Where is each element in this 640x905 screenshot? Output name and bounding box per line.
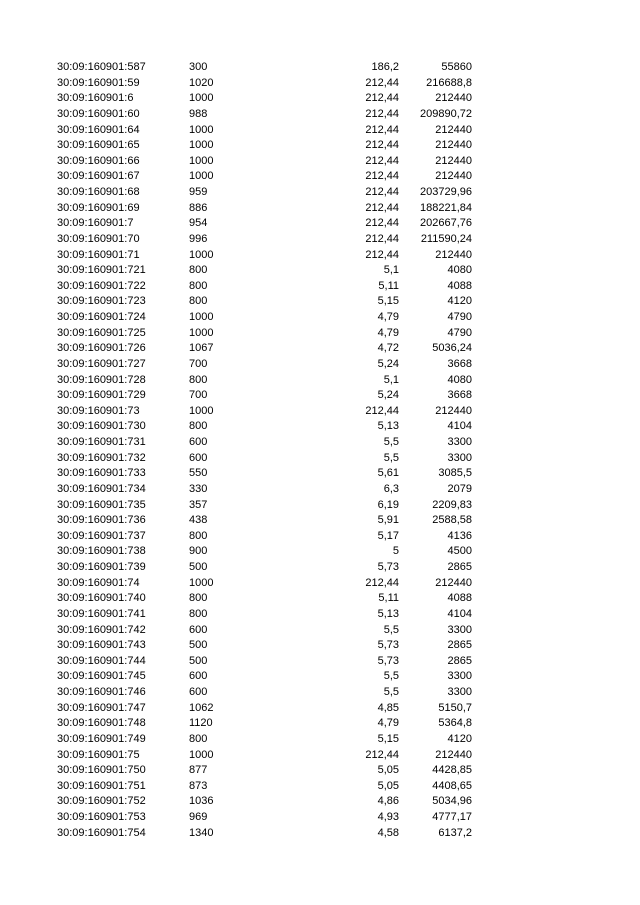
- total-cell: 55860: [441, 61, 472, 73]
- cadastral-number-cell: 30:09:160901:750: [57, 764, 146, 777]
- quantity-cell: 500: [189, 654, 208, 667]
- price-cell: 5,11: [378, 592, 399, 605]
- total-cell: 4088: [447, 592, 472, 605]
- total-cell: 2079: [447, 482, 472, 495]
- total-cell: 3300: [447, 623, 472, 636]
- table-row: [0, 341, 640, 357]
- quantity-cell: 600: [189, 451, 208, 464]
- price-cell: 5,24: [377, 389, 399, 402]
- total-cell: 212440: [435, 139, 472, 152]
- price-cell: 5,73: [377, 654, 399, 667]
- price-cell: 5,91: [377, 514, 399, 527]
- cadastral-number-cell: 30:09:160901:69: [57, 201, 140, 214]
- cadastral-number-cell: 30:09:160901:70: [57, 232, 140, 245]
- price-cell: 5,5: [383, 451, 399, 464]
- price-cell: 6,19: [377, 498, 399, 511]
- cadastral-number-cell: 30:09:160901:726: [57, 342, 146, 355]
- cadastral-number-cell: 30:09:160901:725: [57, 326, 146, 339]
- price-cell: 212,44: [365, 139, 399, 152]
- cadastral-number-cell: 30:09:160901:724: [57, 311, 146, 323]
- cadastral-number-cell: 30:09:160901:71: [57, 248, 140, 261]
- price-cell: 5,5: [383, 686, 399, 698]
- quantity-cell: 800: [189, 264, 208, 277]
- quantity-cell: 988: [189, 107, 208, 120]
- quantity-cell: 959: [189, 186, 208, 198]
- quantity-cell: 800: [189, 592, 208, 605]
- total-cell: 5036,24: [432, 342, 472, 355]
- data-table: [0, 60, 640, 841]
- price-cell: 212,44: [365, 170, 399, 183]
- total-cell: 5150,7: [438, 701, 472, 714]
- table-row: [0, 107, 640, 123]
- quantity-cell: 300: [189, 61, 208, 73]
- table-row: [0, 91, 640, 107]
- price-cell: 212,44: [365, 186, 399, 198]
- price-cell: 5,1: [383, 373, 399, 386]
- table-row: [0, 294, 640, 310]
- total-cell: 4104: [447, 607, 472, 620]
- table-row: [0, 685, 640, 701]
- total-cell: 4088: [447, 279, 472, 292]
- total-cell: 6137,2: [438, 826, 472, 839]
- table-row: [0, 623, 640, 639]
- table-row: [0, 716, 640, 732]
- table-row: [0, 513, 640, 529]
- table-row: [0, 373, 640, 389]
- quantity-cell: 1000: [189, 139, 214, 152]
- quantity-cell: 438: [189, 514, 208, 527]
- table-row: [0, 154, 640, 170]
- quantity-cell: 700: [189, 389, 208, 402]
- quantity-cell: 800: [189, 607, 208, 620]
- table-row: [0, 654, 640, 670]
- cadastral-number-cell: 30:09:160901:740: [57, 592, 146, 605]
- table-row: [0, 732, 640, 748]
- cadastral-number-cell: 30:09:160901:743: [57, 639, 146, 652]
- table-row: [0, 404, 640, 420]
- price-cell: 212,44: [365, 123, 399, 136]
- quantity-cell: 600: [189, 686, 208, 698]
- price-cell: 5,05: [377, 779, 399, 792]
- total-cell: 2865: [447, 654, 472, 667]
- quantity-cell: 800: [189, 373, 208, 386]
- cadastral-number-cell: 30:09:160901:587: [57, 61, 146, 73]
- price-cell: 212,44: [365, 217, 399, 230]
- table-row: [0, 263, 640, 279]
- price-cell: 4,85: [377, 701, 399, 714]
- total-cell: 5034,96: [432, 795, 472, 808]
- total-cell: 212440: [435, 404, 472, 417]
- price-cell: 5,5: [383, 436, 399, 448]
- price-cell: 5,24: [377, 357, 399, 370]
- cadastral-number-cell: 30:09:160901:742: [57, 623, 146, 636]
- cadastral-number-cell: 30:09:160901:753: [57, 811, 146, 823]
- table-row: [0, 826, 640, 842]
- cadastral-number-cell: 30:09:160901:64: [57, 123, 140, 136]
- total-cell: 2209,83: [432, 498, 472, 511]
- cadastral-number-cell: 30:09:160901:733: [57, 467, 146, 480]
- price-cell: 5,5: [383, 670, 399, 683]
- quantity-cell: 1020: [189, 76, 214, 89]
- total-cell: 209890,72: [420, 107, 472, 120]
- price-cell: 212,44: [365, 232, 399, 245]
- quantity-cell: 900: [189, 545, 208, 558]
- cadastral-number-cell: 30:09:160901:754: [57, 826, 146, 839]
- quantity-cell: 550: [189, 467, 208, 480]
- cadastral-number-cell: 30:09:160901:730: [57, 420, 146, 433]
- price-cell: 212,44: [365, 576, 399, 589]
- cadastral-number-cell: 30:09:160901:728: [57, 373, 146, 386]
- cadastral-number-cell: 30:09:160901:727: [57, 357, 146, 370]
- quantity-cell: 1000: [189, 576, 214, 589]
- table-row: [0, 201, 640, 217]
- total-cell: 5364,8: [438, 717, 472, 730]
- table-row: [0, 748, 640, 764]
- table-row: [0, 169, 640, 185]
- quantity-cell: 600: [189, 436, 208, 448]
- table-row: [0, 498, 640, 514]
- cadastral-number-cell: 30:09:160901:736: [57, 514, 146, 527]
- total-cell: 4790: [447, 311, 472, 323]
- cadastral-number-cell: 30:09:160901:74: [57, 576, 140, 589]
- cadastral-number-cell: 30:09:160901:723: [57, 295, 146, 308]
- total-cell: 188221,84: [420, 201, 472, 214]
- table-row: [0, 310, 640, 326]
- table-row: [0, 529, 640, 545]
- price-cell: 5,05: [377, 764, 399, 777]
- quantity-cell: 1000: [189, 326, 214, 339]
- cadastral-number-cell: 30:09:160901:68: [57, 186, 140, 198]
- cadastral-number-cell: 30:09:160901:66: [57, 154, 140, 167]
- table-row: [0, 138, 640, 154]
- price-cell: 186,2: [371, 61, 399, 73]
- table-row: [0, 248, 640, 264]
- price-cell: 4,86: [377, 795, 399, 808]
- quantity-cell: 1000: [189, 92, 214, 105]
- table-row: [0, 779, 640, 795]
- table-row: [0, 591, 640, 607]
- price-cell: 5,13: [377, 420, 399, 433]
- quantity-cell: 600: [189, 623, 208, 636]
- quantity-cell: 357: [189, 498, 208, 511]
- quantity-cell: 700: [189, 357, 208, 370]
- price-cell: 4,58: [377, 826, 399, 839]
- price-cell: 5,73: [377, 639, 399, 652]
- price-cell: 5,11: [378, 279, 399, 292]
- table-row: [0, 123, 640, 139]
- total-cell: 4080: [447, 373, 472, 386]
- cadastral-number-cell: 30:09:160901:729: [57, 389, 146, 402]
- quantity-cell: 1062: [189, 701, 214, 714]
- price-cell: 212,44: [365, 107, 399, 120]
- total-cell: 203729,96: [420, 186, 472, 198]
- table-row: [0, 357, 640, 373]
- table-row: [0, 279, 640, 295]
- total-cell: 3300: [447, 451, 472, 464]
- table-row: [0, 544, 640, 560]
- total-cell: 4790: [447, 326, 472, 339]
- price-cell: 4,79: [377, 326, 399, 339]
- table-row: [0, 576, 640, 592]
- quantity-cell: 886: [189, 201, 208, 214]
- cadastral-number-cell: 30:09:160901:6: [57, 92, 134, 105]
- quantity-cell: 877: [189, 764, 208, 777]
- price-cell: 5,61: [377, 467, 399, 480]
- quantity-cell: 1340: [189, 826, 214, 839]
- price-cell: 4,93: [377, 811, 399, 823]
- total-cell: 3085,5: [438, 467, 472, 480]
- quantity-cell: 969: [189, 811, 208, 823]
- quantity-cell: 1067: [189, 342, 214, 355]
- table-row: [0, 482, 640, 498]
- total-cell: 216688,8: [426, 76, 472, 89]
- total-cell: 3668: [447, 389, 472, 402]
- total-cell: 4080: [447, 264, 472, 277]
- quantity-cell: 800: [189, 529, 208, 542]
- cadastral-number-cell: 30:09:160901:722: [57, 279, 146, 292]
- price-cell: 212,44: [365, 404, 399, 417]
- table-row: [0, 419, 640, 435]
- total-cell: 4777,17: [432, 811, 472, 823]
- price-cell: 212,44: [365, 201, 399, 214]
- quantity-cell: 1000: [189, 154, 214, 167]
- table-row: [0, 326, 640, 342]
- quantity-cell: 954: [189, 217, 208, 230]
- table-row: [0, 607, 640, 623]
- quantity-cell: 600: [189, 670, 208, 683]
- price-cell: 212,44: [365, 76, 399, 89]
- price-cell: 4,79: [377, 717, 399, 730]
- price-cell: 212,44: [365, 248, 399, 261]
- table-row: [0, 185, 640, 201]
- total-cell: 4104: [447, 420, 472, 433]
- total-cell: 4408,65: [432, 779, 472, 792]
- total-cell: 212440: [435, 123, 472, 136]
- total-cell: 212440: [435, 92, 472, 105]
- table-row: [0, 763, 640, 779]
- cadastral-number-cell: 30:09:160901:748: [57, 717, 146, 730]
- total-cell: 212440: [435, 170, 472, 183]
- quantity-cell: 500: [189, 561, 208, 573]
- quantity-cell: 800: [189, 279, 208, 292]
- cadastral-number-cell: 30:09:160901:734: [57, 482, 146, 495]
- table-row: [0, 701, 640, 717]
- cadastral-number-cell: 30:09:160901:732: [57, 451, 146, 464]
- total-cell: 4120: [447, 295, 472, 308]
- table-row: [0, 560, 640, 576]
- table-row: [0, 76, 640, 92]
- quantity-cell: 1000: [189, 170, 214, 183]
- table-row: [0, 669, 640, 685]
- cadastral-number-cell: 30:09:160901:752: [57, 795, 146, 808]
- price-cell: 5,1: [383, 264, 399, 277]
- table-row: [0, 216, 640, 232]
- cadastral-number-cell: 30:09:160901:739: [57, 561, 146, 573]
- price-cell: 212,44: [365, 154, 399, 167]
- quantity-cell: 800: [189, 732, 208, 745]
- price-cell: 5: [392, 545, 399, 558]
- price-cell: 5,17: [377, 529, 399, 542]
- total-cell: 2865: [447, 561, 472, 573]
- price-cell: 5,15: [377, 295, 399, 308]
- table-row: [0, 60, 640, 76]
- quantity-cell: 800: [189, 295, 208, 308]
- total-cell: 4428,85: [432, 764, 472, 777]
- quantity-cell: 1000: [189, 123, 214, 136]
- cadastral-number-cell: 30:09:160901:60: [57, 107, 140, 120]
- cadastral-number-cell: 30:09:160901:746: [57, 686, 146, 698]
- table-row: [0, 810, 640, 826]
- total-cell: 2865: [447, 639, 472, 652]
- cadastral-number-cell: 30:09:160901:65: [57, 139, 140, 152]
- price-cell: 212,44: [365, 92, 399, 105]
- total-cell: 202667,76: [420, 217, 472, 230]
- price-cell: 4,72: [377, 342, 399, 355]
- quantity-cell: 873: [189, 779, 208, 792]
- quantity-cell: 1120: [189, 717, 213, 730]
- cadastral-number-cell: 30:09:160901:67: [57, 170, 140, 183]
- cadastral-number-cell: 30:09:160901:747: [57, 701, 146, 714]
- table-row: [0, 388, 640, 404]
- total-cell: 212440: [435, 748, 472, 761]
- quantity-cell: 1000: [189, 248, 214, 261]
- quantity-cell: 996: [189, 232, 208, 245]
- cadastral-number-cell: 30:09:160901:749: [57, 732, 146, 745]
- table-row: [0, 435, 640, 451]
- total-cell: 212440: [435, 576, 472, 589]
- quantity-cell: 330: [189, 482, 208, 495]
- cadastral-number-cell: 30:09:160901:7: [57, 217, 134, 230]
- price-cell: 6,3: [383, 482, 399, 495]
- price-cell: 5,15: [377, 732, 399, 745]
- table-row: [0, 466, 640, 482]
- quantity-cell: 1000: [189, 311, 214, 323]
- cadastral-number-cell: 30:09:160901:721: [57, 264, 146, 277]
- total-cell: 3668: [447, 357, 472, 370]
- cadastral-number-cell: 30:09:160901:73: [57, 404, 140, 417]
- total-cell: 2588,58: [432, 514, 472, 527]
- quantity-cell: 800: [189, 420, 208, 433]
- quantity-cell: 1000: [189, 748, 214, 761]
- price-cell: 5,13: [377, 607, 399, 620]
- quantity-cell: 500: [189, 639, 208, 652]
- cadastral-number-cell: 30:09:160901:751: [57, 779, 146, 792]
- cadastral-number-cell: 30:09:160901:735: [57, 498, 146, 511]
- table-row: [0, 232, 640, 248]
- total-cell: 3300: [447, 686, 472, 698]
- cadastral-number-cell: 30:09:160901:59: [57, 76, 140, 89]
- table-row: [0, 451, 640, 467]
- table-row: [0, 794, 640, 810]
- total-cell: 211590,24: [420, 232, 472, 245]
- cadastral-number-cell: 30:09:160901:741: [57, 607, 146, 620]
- total-cell: 4136: [447, 529, 472, 542]
- table-row: [0, 638, 640, 654]
- price-cell: 4,79: [377, 311, 399, 323]
- total-cell: 4500: [447, 545, 472, 558]
- total-cell: 4120: [447, 732, 472, 745]
- cadastral-number-cell: 30:09:160901:744: [57, 654, 146, 667]
- quantity-cell: 1036: [189, 795, 214, 808]
- cadastral-number-cell: 30:09:160901:745: [57, 670, 146, 683]
- cadastral-number-cell: 30:09:160901:731: [57, 436, 146, 448]
- price-cell: 5,5: [383, 623, 399, 636]
- total-cell: 212440: [435, 154, 472, 167]
- quantity-cell: 1000: [189, 404, 214, 417]
- price-cell: 212,44: [365, 748, 399, 761]
- total-cell: 3300: [447, 670, 472, 683]
- total-cell: 3300: [447, 436, 472, 448]
- cadastral-number-cell: 30:09:160901:75: [57, 748, 140, 761]
- total-cell: 212440: [435, 248, 472, 261]
- price-cell: 5,73: [377, 561, 399, 573]
- cadastral-number-cell: 30:09:160901:738: [57, 545, 146, 558]
- cadastral-number-cell: 30:09:160901:737: [57, 529, 146, 542]
